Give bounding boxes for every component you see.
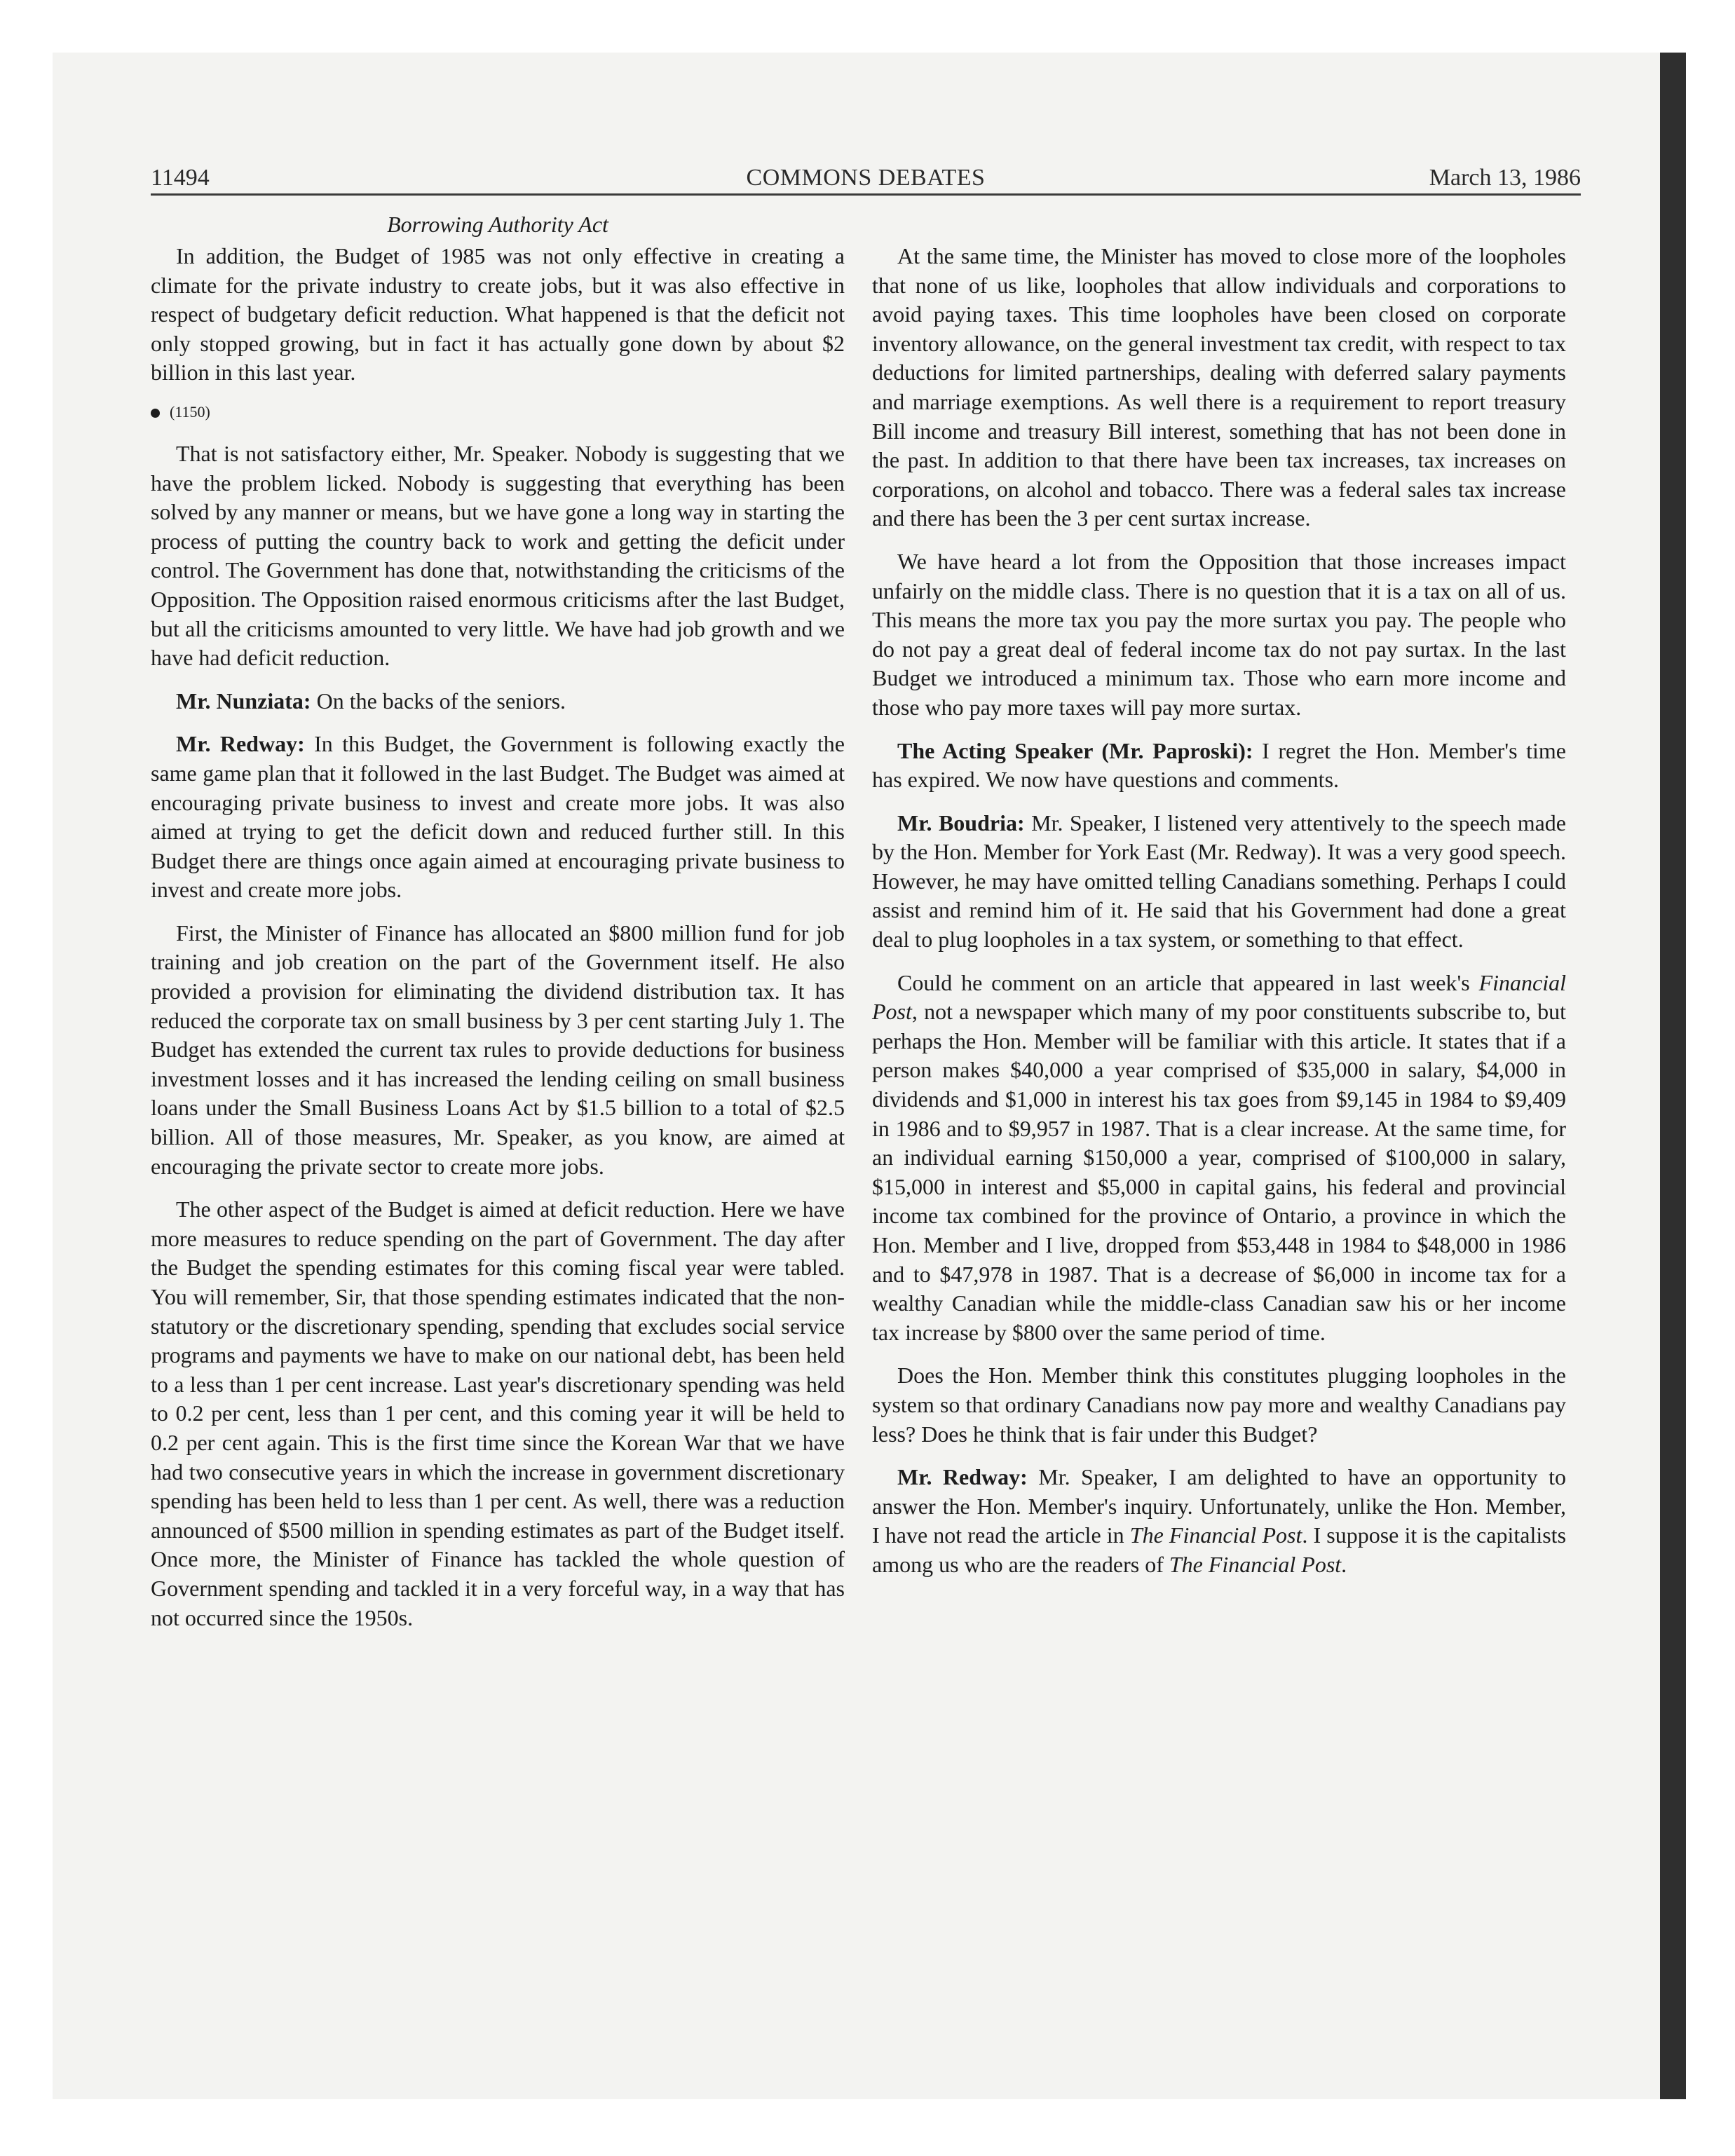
bullet-icon bbox=[151, 409, 160, 418]
paragraph: In addition, the Budget of 1985 was not only effective in creating a climate for the private industry to create jobs, but it was also effective in respect of budgetary deficit reduction. What happened is that the deficit not only stopped growing, but in fact it has actually gone down by about $2 billion in this last year. bbox=[151, 243, 845, 386]
speaker-name: Mr. Redway: bbox=[897, 1464, 1028, 1490]
left-column bbox=[151, 242, 845, 1646]
paragraph: At the same time, the Minister has moved to close more of the loopholes that none of us like, loopholes that allow individuals and corporations to avoid paying taxes. This time loopholes have been closed on corporate inventory allowance, on the general investment tax credit, with respect to tax deductions for limited partnerships, dealing with deferred salary payments and marriage exemptions. As well there is a requirement to report treasury Bill income and treasury Bill interest, something that has not been done in the past. In addition to that there have been tax increases, tax increases on corporations, on alcohol and tobacco. There was a federal sales tax increase and there has been the 3 per cent surtax increase. bbox=[872, 243, 1566, 531]
publication-citation: Financial Post bbox=[872, 969, 1566, 1025]
paragraph bbox=[872, 969, 1566, 1348]
text-run: Could he comment on an article that appeared in last week's bbox=[897, 969, 1479, 995]
paragraph: The other aspect of the Budget is aimed at deficit reduction. Here we have more measures to reduce spending on the part of Government. The day after the Budget the spending estimates for this coming fiscal year were tabled. You will remember, Sir, that those spending estimates indicated that the non-statutory or the discretionary spending, spending that excludes social service programs and payments we have to make on our national debt, has been held to a less than 1 per cent increase. Last year's discretionary spending was held to 0.2 per cent, less than 1 per cent, and this coming year it will be held to 0.2 per cent again. This is the first time since the Korean War that we have had two consecutive years in which the increase in government discretionary spending has been held to less than 1 per cent. As well, there was a reduction announced of $500 million in spending estimates as part of the Budget itself. Once more, the Minister of Finance has tackled the whole question of Government spending and tackled it in a very forceful way, in a way that has not occurred since the 1950s. bbox=[151, 1196, 845, 1630]
publication-citation: The Financial Post bbox=[1129, 1522, 1302, 1548]
speech-text: . bbox=[1341, 1551, 1347, 1577]
speech bbox=[872, 809, 1566, 955]
running-title: Borrowing Authority Act bbox=[387, 212, 608, 237]
header-rule bbox=[151, 193, 1581, 196]
speech-text: Mr. Speaker, I am delighted to have an opportunity to answer the Hon. Member's inquiry. Unfortunately, unlike the Hon. Member, I have not read the article in bbox=[872, 1464, 1566, 1548]
page-date: March 13, 1986 bbox=[1429, 165, 1581, 191]
time-marker-label: (1150) bbox=[170, 402, 210, 421]
time-marker bbox=[151, 402, 845, 423]
speech-text: On the backs of the seniors. bbox=[311, 688, 566, 714]
speech bbox=[872, 737, 1566, 795]
text-run: , not a newspaper which many of my poor constituents subscribe to, but perhaps the Hon. Member will be familiar with this article. It states that if a person makes $40,000 a year comprised of $35,000 in salary, $4,000 in dividends and $1,000 in interest his tax goes from $9,145 in 1984 to $9,409 in 1986 and to $9,957 in 1987. That is a clear increase. At the same time, for an individual earning $150,000 a year, comprised of $100,000 in salary, $15,000 in interest and $5,000 in capital gains, his federal and provincial income tax combined for the province of Ontario, a province in which the Hon. Member and I live, dropped from $53,448 in 1984 to $48,000 in 1986 and to $47,978 in 1987. That is a decrease of $6,000 in income tax for a wealthy Canadian while the middle-class Canadian saw his or her income tax increase by $800 over the same period of time. bbox=[872, 999, 1566, 1345]
speech-text: I regret the Hon. Member's time has expired. We now have questions and comments. bbox=[872, 737, 1567, 793]
speech-text: . I suppose it is the capitalists among us who are the readers of bbox=[872, 1522, 1567, 1577]
speech bbox=[872, 1463, 1566, 1579]
scan-edge-shadow bbox=[1660, 53, 1686, 2099]
paragraph: We have heard a lot from the Opposition that those increases impact unfairly on the middle class. There is no question that it is a tax on all of us. This means the more tax you pay the more surtax you pay. The people who do not pay a great deal of federal income tax do not pay surtax. In the last Budget we introduced a minimum tax. Those who earn more income and those who pay more taxes will pay more surtax. bbox=[872, 548, 1566, 720]
publication-title: COMMONS DEBATES bbox=[746, 165, 986, 191]
speech-text: In this Budget, the Government is following exactly the same game plan that it followed in the last Budget. The Budget was aimed at encouraging private business to invest and create more jobs. It was also aimed at trying to get the deficit down and reduced further still. In this Budget there are things once again aimed at encouraging private business to invest and create more jobs. bbox=[151, 731, 845, 903]
speech bbox=[151, 730, 845, 905]
speaker-name: Mr. Redway: bbox=[176, 731, 305, 757]
page-number: 11494 bbox=[151, 165, 210, 191]
speaker-name: The Acting Speaker (Mr. Paproski): bbox=[897, 737, 1253, 763]
speaker-name: Mr. Nunziata: bbox=[176, 688, 311, 714]
page-header bbox=[151, 160, 1581, 196]
paragraph: That is not satisfactory either, Mr. Speaker. Nobody is suggesting that we have the problem licked. Nobody is suggesting that everything has been solved by any manner or means, but we have gone a long way in starting the process of putting the country back to work and getting the deficit under control. The Government has done that, notwithstanding the criticisms of the Opposition. The Opposition raised enormous criticisms after the last Budget, but all the criticisms amounted to very little. We have had job growth and we have had deficit reduction. bbox=[151, 440, 845, 671]
speaker-name: Mr. Boudria: bbox=[897, 810, 1025, 835]
publication-citation: The Financial Post bbox=[1169, 1551, 1342, 1577]
speech bbox=[151, 687, 845, 716]
right-column bbox=[872, 242, 1566, 1594]
paragraph: Does the Hon. Member think this constitutes plugging loopholes in the system so that ordinary Canadians now pay more and wealthy Canadians pay less? Does he think that is fair under this Budget? bbox=[872, 1363, 1566, 1447]
speech-text: Mr. Speaker, I listened very attentively to the speech made by the Hon. Member for York East (Mr. Redway). It was a very good speech. However, he may have omitted telling Canadians something. Perhaps I could assist and remind him of it. He said that his Government had done a great deal to plug loopholes in a tax system, or something to that effect. bbox=[872, 810, 1567, 953]
paragraph: First, the Minister of Finance has allocated an $800 million fund for job training and job creation on the part of the Government itself. He also provided a provision for eliminating the dividend distribution tax. It has reduced the corporate tax on small business by 3 per cent starting July 1. The Budget has extended the current tax rules to provide deductions for business investment losses and it has increased the lending ceiling on small business loans under the Small Business Loans Act by $1.5 billion to a total of $2.5 billion. All of those measures, Mr. Speaker, as you know, are aimed at encouraging the private sector to create more jobs. bbox=[151, 920, 845, 1179]
